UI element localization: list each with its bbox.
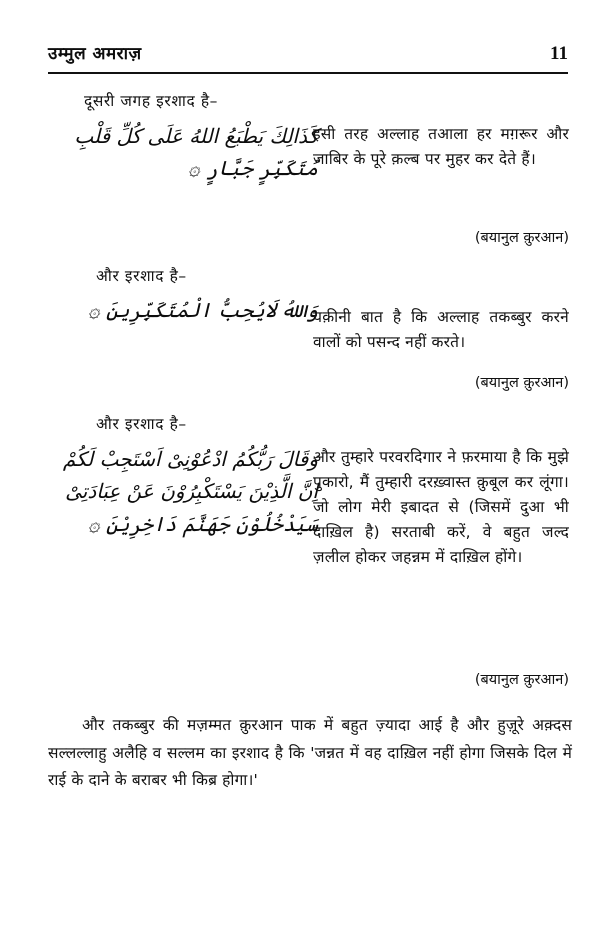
verse-translation: इसी तरह अल्लाह तआला हर मग़रूर और जाबिर के पूरे क़ल्ब पर मुहर कर देते हैं। xyxy=(313,125,569,169)
verse-translation: और तुम्हारे परवरदिगार ने फ़रमाया है कि मुझे पुकारो, मैं तुम्हारी दरख़्वास्त क़ुबूल कर लूंगा। जो लोग मेरी इबादत से (जिसमें दुआ भी दाख़िल है) सरताबी करें, वे बहुत जल्द ज़लील होकर जहन्नम में दाख़िल होंगे। xyxy=(313,448,569,567)
page-title: उम्मुल अमराज़ xyxy=(48,44,142,64)
arabic-line: وَقَالَ رَبُّكُمُ ادْعُوْنِىْ اَسْتَجِبْ لَكُمْ xyxy=(62,447,318,471)
quran-verse-arabic xyxy=(62,443,318,540)
arabic-line: اِنَّ الَّذِيْنَ يَسْتَكْبِرُوْنَ عَنْ عِبَادَتِىْ xyxy=(65,479,318,504)
quran-verse-arabic xyxy=(78,294,318,326)
verse-translation: यक़ीनी बात है कि अल्लाह तकब्बुर करने वालों को पसन्द नहीं करते। xyxy=(313,308,569,352)
arabic-line: مُتَكَبِّرٍ جَبَّارٍ ۞ xyxy=(188,156,318,181)
verse-citation: (बयानुल क़ुरआन) xyxy=(474,672,569,688)
verse-citation: (बयानुल क़ुरआन) xyxy=(474,375,569,391)
header-divider xyxy=(48,72,568,74)
closing-paragraph: और तकब्बुर की मज़म्मत क़ुरआन पाक में बहुत ज़्यादा आई है और हुज़ूरे अक़्दस सल्लल्लाहु अलैहि व सल्लम का इरशाद है कि 'जन्नत में वह दाख़िल नहीं होगा जिसके दिल में राई के दाने के बराबर भी किब्र होगा।' xyxy=(48,716,572,790)
quran-verse-arabic xyxy=(74,120,318,185)
section-lead-in: और इरशाद है– xyxy=(96,267,187,285)
arabic-line: سَيَدْخُلُوْنَ جَهَنَّمَ دَاخِرِيْنَ ۞ xyxy=(87,511,318,536)
section-lead-in: और इरशाद है– xyxy=(96,415,187,433)
section-lead-in: दूसरी जगह इरशाद है– xyxy=(84,92,219,110)
arabic-line: كَذَالِكَ يَطْبَعُ اللهُ عَلَى كُلِّ قَلْبِ xyxy=(74,124,318,148)
verse-citation: (बयानुल क़ुरआन) xyxy=(474,230,569,246)
running-head xyxy=(48,44,568,63)
page-number: 11 xyxy=(550,43,568,64)
arabic-line: وَاللهُ لَايُحِبُّ الْمُتَكَبِّرِينَ ۞ xyxy=(87,298,318,322)
